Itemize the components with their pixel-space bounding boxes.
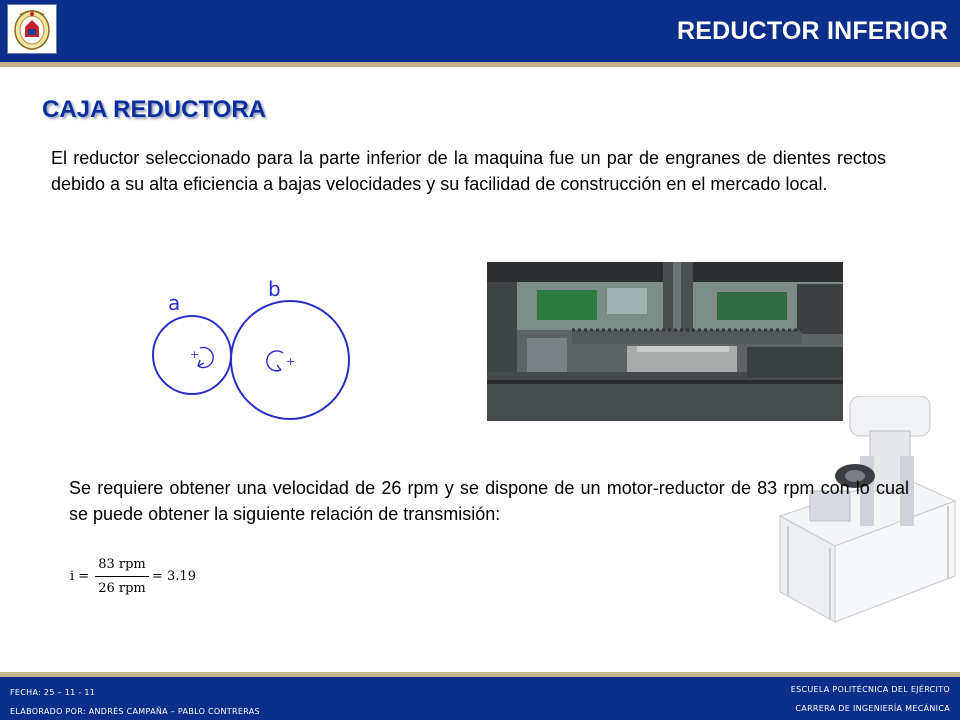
gear-b-label: b xyxy=(268,277,281,301)
svg-text:+: + xyxy=(190,348,200,361)
formula-lhs: i = xyxy=(70,569,90,584)
header-bar xyxy=(0,0,960,62)
footer-authors: ELABORADO POR: ANDRÉS CAMPAÑA – PABLO CONTRERAS xyxy=(10,707,260,716)
gear-pair-sketch xyxy=(140,270,370,430)
formula-result: = 3.19 xyxy=(152,569,196,584)
footer-school: ESCUELA POLITÉCNICA DEL EJÉRCITO xyxy=(790,685,950,694)
requirement-paragraph: Se requiere obtener una velocidad de 26 rpm y se dispone de un motor-reductor de 83 rpm con lo cual se puede obtener la siguiente relación de transmisión: xyxy=(69,478,909,524)
gear-a-label: a xyxy=(168,291,181,315)
footer-bar xyxy=(0,677,960,720)
header-divider xyxy=(0,62,960,67)
svg-text:+: + xyxy=(286,355,296,368)
formula-fraction xyxy=(95,555,149,599)
slide-title: REDUCTOR INFERIOR xyxy=(676,17,948,45)
section-title: CAJA REDUCTORA xyxy=(42,96,267,123)
university-crest-icon xyxy=(7,4,57,54)
intro-paragraph: El reductor seleccionado para la parte inferior de la maquina fue un par de engranes de dientes rectos debido a su alta eficiencia a bajas velocidades y su facilidad de construcción en el mercado local. xyxy=(51,148,886,194)
formula-numerator: 83 rpm xyxy=(98,557,146,572)
footer-career: CARRERA DE INGENIERÍA MECÁNICA xyxy=(795,704,950,713)
fraction-bar xyxy=(95,576,149,577)
formula-denominator: 26 rpm xyxy=(98,581,146,596)
footer-date: FECHA: 25 – 11 - 11 xyxy=(10,688,96,697)
